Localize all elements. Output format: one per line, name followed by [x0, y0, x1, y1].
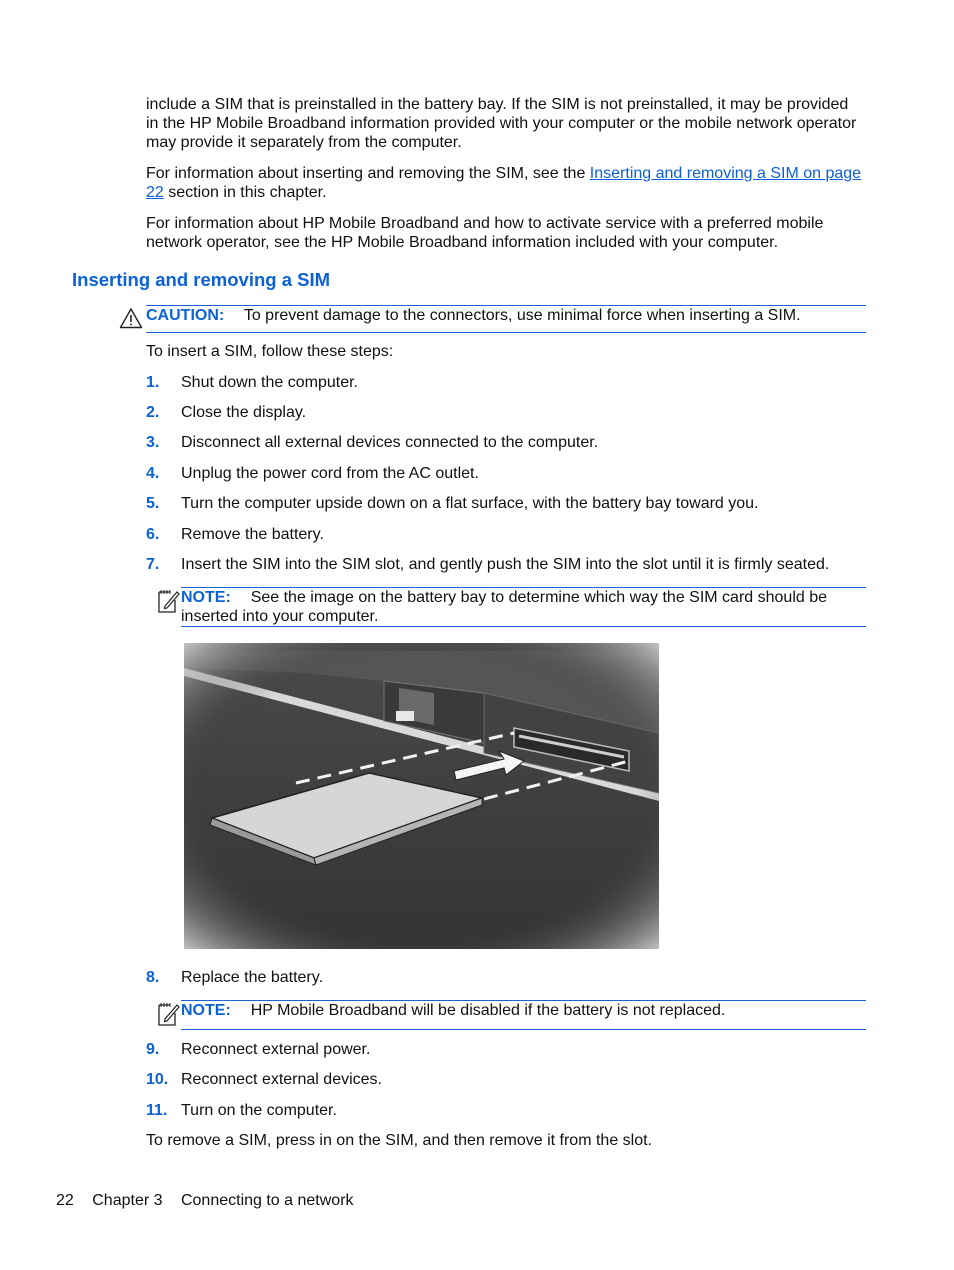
note-icon	[156, 1001, 180, 1032]
note-text: HP Mobile Broadband will be disabled if the battery is not replaced.	[250, 1002, 726, 1019]
sim-insertion-illustration	[184, 643, 659, 949]
step-text: Shut down the computer.	[181, 374, 358, 391]
note-box	[181, 587, 866, 627]
intro-paragraph-1: include a SIM that is preinstalled in the battery bay. If the SIM is not preinstalled, it may be provided in the HP Mobile Broadband information provided with your computer or the mobile network operator may provide it separately from the computer.	[146, 96, 857, 151]
step-text: Insert the SIM into the SIM slot, and gently push the SIM into the slot until it is firmly seated.	[181, 556, 830, 573]
page-number: 22	[56, 1192, 74, 1209]
note-icon	[156, 588, 180, 619]
list-item	[146, 555, 864, 575]
insert-intro: To insert a SIM, follow these steps:	[146, 343, 394, 360]
intro-paragraph-2-lead: For information about inserting and removing the SIM, see the	[146, 165, 590, 182]
list-item	[146, 464, 864, 484]
caution-icon	[119, 307, 143, 334]
step-text: Turn the computer upside down on a flat surface, with the battery bay toward you.	[181, 495, 759, 512]
list-item	[146, 373, 864, 393]
step-text: Close the display.	[181, 404, 307, 421]
step-number: 8.	[146, 969, 160, 986]
list-item	[146, 403, 864, 423]
step-number: 2.	[146, 404, 160, 421]
caution-label: CAUTION:	[146, 307, 225, 324]
step-number: 9.	[146, 1041, 160, 1058]
list-item	[146, 1070, 864, 1090]
step-number: 7.	[146, 556, 160, 573]
list-item	[146, 494, 864, 514]
list-item	[146, 1040, 864, 1060]
step-text: Unplug the power cord from the AC outlet.	[181, 465, 479, 482]
step-number: 11.	[146, 1102, 168, 1119]
list-item	[146, 968, 864, 988]
intro-paragraph-2	[146, 164, 864, 202]
step-text: Replace the battery.	[181, 969, 324, 986]
list-item	[146, 1101, 864, 1121]
step-number: 1.	[146, 374, 160, 391]
step-number: 3.	[146, 434, 160, 451]
step-text: Reconnect external power.	[181, 1041, 371, 1058]
list-item	[146, 525, 864, 545]
step-text: Disconnect all external devices connected to the computer.	[181, 434, 599, 451]
step-text: Remove the battery.	[181, 526, 324, 543]
caution-box	[146, 305, 866, 333]
cross-reference-link[interactable]: Inserting and removing a SIM on page 22	[146, 165, 862, 201]
note-label: NOTE:	[181, 1002, 231, 1019]
note-text: See the image on the battery bay to determine which way the SIM card should be inserted into your computer.	[181, 589, 828, 625]
intro-paragraph-2-tail: section in this chapter.	[163, 184, 327, 201]
step-number: 10.	[146, 1071, 169, 1088]
step-text: Turn on the computer.	[181, 1102, 337, 1119]
chapter-title: Connecting to a network	[180, 1192, 354, 1209]
chapter-label: Chapter 3	[92, 1192, 163, 1209]
page-footer	[56, 1191, 368, 1210]
section-heading: Inserting and removing a SIM	[72, 269, 331, 290]
step-number: 5.	[146, 495, 160, 512]
step-number: 4.	[146, 465, 160, 482]
step-number: 6.	[146, 526, 160, 543]
remove-instruction: To remove a SIM, press in on the SIM, and then remove it from the slot.	[146, 1132, 652, 1149]
note-box	[181, 1000, 866, 1030]
intro-paragraph-3: For information about HP Mobile Broadband and how to activate service with a preferred mobile network operator, see the HP Mobile Broadband information included with your computer.	[146, 215, 824, 251]
step-text: Reconnect external devices.	[181, 1071, 382, 1088]
list-item	[146, 433, 864, 453]
caution-text: To prevent damage to the connectors, use minimal force when inserting a SIM.	[243, 307, 801, 324]
note-label: NOTE:	[181, 589, 231, 606]
